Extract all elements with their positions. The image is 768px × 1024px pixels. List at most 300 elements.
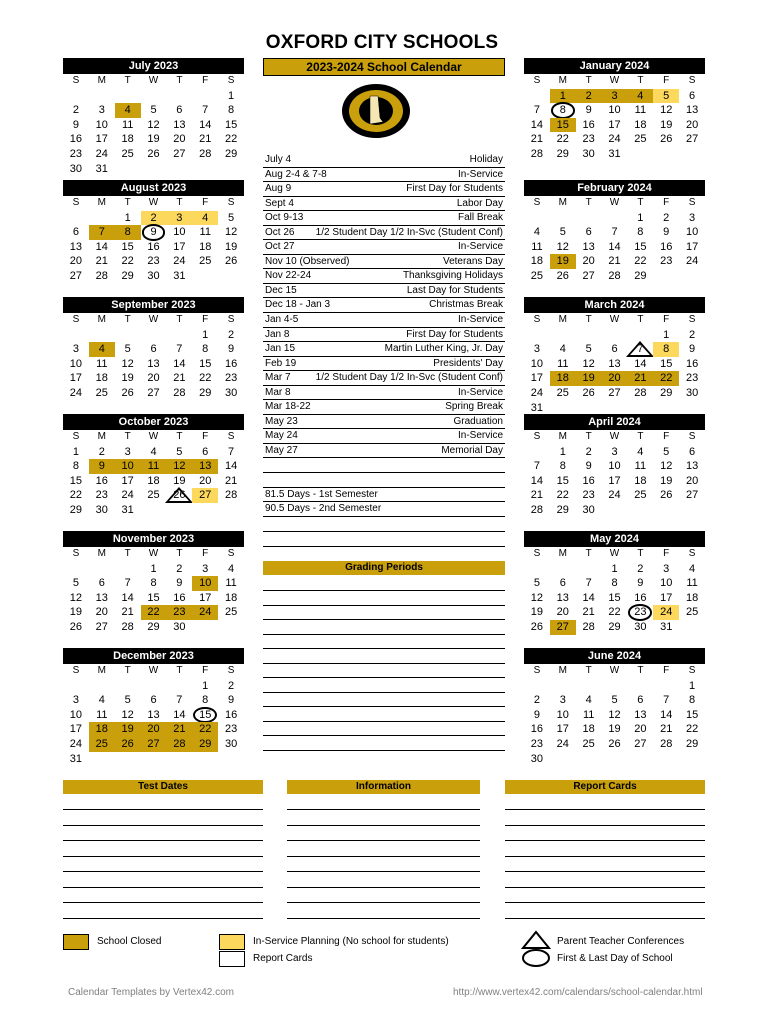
event-date: Nov 10 (Observed) (265, 255, 350, 267)
weekday-label: F (202, 665, 209, 676)
day-cell: 29 (192, 737, 218, 752)
day-cell: 11 (582, 708, 595, 721)
event-description: Christmas Break (429, 299, 503, 311)
grading-line (263, 735, 505, 736)
day-cell: 10 (556, 708, 569, 721)
month-calendar (63, 58, 244, 176)
empty-day-cell (192, 89, 218, 104)
day-cell: 23 (95, 489, 108, 502)
day-cell: 4 (627, 89, 653, 104)
day-cell: 6 (150, 343, 157, 356)
empty-day-cell (89, 328, 115, 343)
event-description: Veterans Day (442, 255, 503, 267)
day-cell: 20 (556, 606, 569, 619)
day-cell: 8 (689, 694, 696, 707)
empty-day-cell (192, 620, 218, 635)
day-cell: 6 (176, 104, 183, 117)
day-cell: 30 (224, 737, 238, 750)
day-cell: 9 (72, 118, 79, 131)
day-cell: 8 (550, 103, 576, 118)
week-row (524, 488, 705, 503)
day-cell: 26 (556, 269, 569, 282)
day-cell: 28 (634, 386, 647, 399)
event-description: In-Service (457, 430, 503, 442)
day-cell: 1 (150, 562, 157, 575)
day-cell: 8 (611, 577, 618, 590)
day-cell: 2 (72, 104, 79, 117)
day-cell: 9 (228, 343, 235, 356)
day-cell: 30 (685, 386, 699, 399)
day-cell: 29 (121, 269, 134, 282)
grading-line (263, 605, 505, 606)
empty-day-cell (63, 328, 89, 343)
day-cell: 10 (69, 708, 83, 721)
event-description: Fall Break (457, 212, 503, 224)
event-row (263, 371, 505, 386)
notes-line (63, 809, 263, 810)
event-date: Jan 8 (265, 328, 290, 340)
week-row (63, 211, 244, 226)
weekday-label: F (663, 548, 670, 559)
day-cell: 28 (530, 503, 544, 516)
day-cell: 19 (224, 240, 238, 253)
day-cell: 15 (224, 118, 238, 131)
month-calendar (524, 58, 705, 176)
day-cell: 12 (660, 460, 673, 473)
day-cell: 22 (199, 372, 212, 385)
day-cell: 21 (608, 255, 621, 268)
empty-day-cell (627, 518, 653, 533)
weekday-row (63, 664, 244, 679)
day-cell: 22 (192, 722, 218, 737)
empty-day-cell (141, 401, 167, 416)
day-cell: 14 (199, 118, 212, 131)
week-row (524, 737, 705, 752)
day-cell: 1 (663, 328, 670, 341)
triangle-icon (521, 930, 551, 950)
day-cell: 18 (634, 474, 647, 487)
event-date: Oct 9-13 (265, 212, 304, 224)
day-cell: 28 (173, 386, 186, 399)
month-calendar (63, 414, 244, 532)
empty-day-cell (653, 162, 679, 177)
day-cell: 11 (557, 357, 569, 370)
test-dates-header: Test Dates (63, 780, 263, 794)
week-row (524, 605, 705, 620)
week-row (524, 357, 705, 372)
empty-day-cell (218, 401, 244, 416)
week-row (524, 708, 705, 723)
empty-day-cell (550, 635, 576, 650)
notes-line (287, 902, 480, 903)
empty-day-cell (602, 401, 628, 416)
day-cell: 9 (228, 694, 235, 707)
day-cell: 19 (608, 723, 621, 736)
weekday-label: W (148, 431, 159, 442)
day-cell: 14 (608, 240, 621, 253)
day-cell: 31 (530, 401, 544, 414)
day-cell: 6 (689, 89, 696, 102)
event-date: Jan 15 (265, 343, 296, 355)
weekday-label: S (533, 548, 541, 559)
event-date: May 27 (265, 444, 298, 456)
day-cell: 15 (556, 474, 569, 487)
day-cell: 19 (147, 133, 160, 146)
week-row (63, 576, 244, 591)
empty-day-cell (115, 284, 141, 299)
week-row (63, 591, 244, 606)
event-row (263, 357, 505, 372)
day-cell: 29 (147, 620, 160, 633)
day-cell: 17 (556, 723, 569, 736)
empty-day-cell (166, 401, 192, 416)
event-date: Nov 22-24 (265, 270, 312, 282)
empty-day-cell (602, 679, 628, 694)
day-cell: 25 (685, 606, 699, 619)
weekday-label: S (688, 197, 696, 208)
month-calendar (63, 648, 244, 766)
event-row (263, 415, 505, 430)
day-cell: 4 (192, 211, 218, 226)
weekday-row (63, 313, 244, 328)
circle-icon (521, 948, 551, 968)
day-cell: 4 (689, 562, 696, 575)
day-cell: 25 (634, 133, 647, 146)
day-cell: 12 (121, 357, 134, 370)
day-cell: 11 (121, 118, 134, 131)
day-cell: 5 (228, 211, 235, 224)
day-cell: 15 (685, 708, 699, 721)
empty-day-cell (218, 620, 244, 635)
empty-day-cell (63, 211, 89, 226)
day-cell: 5 (559, 226, 566, 239)
day-cell: 8 (228, 104, 235, 117)
day-cell: 20 (582, 255, 595, 268)
day-cell: 2 (689, 328, 696, 341)
day-cell: 18 (224, 591, 238, 604)
empty-day-cell (602, 284, 628, 299)
event-date (263, 473, 265, 487)
day-cell: 1 (72, 445, 79, 458)
empty-day-cell (192, 518, 218, 533)
legend-firstlast-label: First & Last Day of School (557, 953, 673, 964)
empty-day-cell (218, 752, 244, 767)
week-row (524, 371, 705, 386)
day-cell: 17 (69, 723, 83, 736)
day-cell: 26 (121, 386, 134, 399)
empty-day-cell (141, 679, 167, 694)
month-calendar (524, 531, 705, 649)
day-cell: 16 (660, 240, 673, 253)
day-cell: 2 (576, 89, 602, 104)
day-cell: 2 (228, 679, 235, 692)
day-cell: 16 (69, 133, 83, 146)
day-cell: 25 (199, 255, 212, 268)
day-cell: 30 (95, 503, 108, 516)
day-cell: 25 (224, 606, 238, 619)
weekday-label: T (585, 197, 592, 208)
weekday-label: T (637, 197, 644, 208)
empty-day-cell (115, 518, 141, 533)
empty-day-cell (627, 752, 653, 767)
empty-day-cell (192, 162, 218, 177)
week-row (63, 284, 244, 299)
day-cell: 25 (582, 737, 595, 750)
empty-day-cell (166, 284, 192, 299)
month-calendar (524, 648, 705, 766)
empty-day-cell (576, 401, 602, 416)
event-date: Aug 2-4 & 7-8 (265, 168, 327, 180)
event-description (503, 473, 505, 487)
empty-day-cell (627, 162, 653, 177)
day-cell: 16 (634, 591, 647, 604)
week-row (524, 225, 705, 240)
week-row (63, 605, 244, 620)
day-cell: 20 (173, 133, 186, 146)
grading-line (263, 692, 505, 693)
day-cell: 15 (147, 591, 160, 604)
empty-day-cell (550, 401, 576, 416)
week-row (63, 459, 244, 474)
weekday-label: F (663, 197, 670, 208)
day-cell: 8 (72, 460, 79, 473)
empty-day-cell (679, 401, 705, 416)
day-cell: 19 (121, 372, 134, 385)
day-cell: 14 (530, 474, 544, 487)
day-cell: 28 (530, 147, 544, 160)
day-cell: 10 (660, 577, 673, 590)
day-cell: 19 (550, 254, 576, 269)
empty-day-cell (166, 328, 192, 343)
day-cell: 4 (585, 694, 592, 707)
legend-ptc-label: Parent Teacher Conferences (557, 936, 685, 947)
empty-day-cell (89, 211, 115, 226)
day-cell: 11 (96, 357, 108, 370)
day-cell: 9 (141, 225, 167, 240)
day-cell: 25 (147, 489, 160, 502)
day-cell: 9 (176, 577, 183, 590)
weekday-label: F (663, 431, 670, 442)
day-cell: 6 (689, 445, 696, 458)
notes-line (63, 840, 263, 841)
event-row (263, 240, 505, 255)
week-row (63, 342, 244, 357)
weekday-label: M (97, 75, 106, 86)
week-row (63, 225, 244, 240)
day-cell: 22 (685, 723, 699, 736)
event-description: First Day for Students (406, 183, 503, 195)
day-cell: 19 (660, 474, 673, 487)
day-cell: 9 (663, 226, 670, 239)
empty-day-cell (576, 518, 602, 533)
empty-day-cell (141, 503, 167, 518)
day-cell: 8 (150, 577, 157, 590)
day-cell: 17 (69, 372, 83, 385)
day-cell: 16 (224, 357, 238, 370)
notes-line (63, 918, 263, 919)
day-cell: 15 (192, 708, 218, 723)
event-date: Mar 18-22 (265, 401, 311, 413)
week-row (524, 211, 705, 226)
day-cell: 2 (141, 211, 167, 226)
day-cell: 19 (115, 722, 141, 737)
week-row (63, 89, 244, 104)
day-cell: 24 (608, 133, 621, 146)
month-header: February 2024 (524, 180, 705, 196)
day-cell: 6 (611, 343, 618, 356)
week-row (63, 635, 244, 650)
event-date: Mar 7 (265, 372, 291, 384)
day-cell: 12 (224, 226, 238, 239)
notes-line (505, 809, 705, 810)
week-row (524, 328, 705, 343)
day-cell: 24 (69, 737, 83, 750)
week-row (524, 576, 705, 591)
weekday-label: S (533, 197, 541, 208)
day-cell: 21 (199, 133, 212, 146)
notes-line (505, 871, 705, 872)
day-cell: 26 (608, 737, 621, 750)
day-cell: 26 (660, 489, 673, 502)
day-cell: 23 (660, 255, 673, 268)
empty-day-cell (602, 752, 628, 767)
day-cell: 22 (634, 255, 647, 268)
empty-day-cell (653, 284, 679, 299)
day-cell: 11 (96, 708, 108, 721)
weekday-label: M (558, 314, 567, 325)
notes-line (63, 902, 263, 903)
day-cell: 25 (95, 386, 108, 399)
day-cell: 11 (634, 104, 647, 117)
day-cell: 5 (611, 694, 618, 707)
weekday-label: M (558, 548, 567, 559)
event-date: Mar 8 (265, 386, 291, 398)
event-row (263, 298, 505, 313)
weekday-label: F (202, 431, 209, 442)
month-header: July 2023 (63, 58, 244, 74)
day-cell: 1 (202, 679, 209, 692)
weekday-label: T (585, 548, 592, 559)
weekday-row (524, 430, 705, 445)
day-cell: 20 (685, 474, 699, 487)
week-row (524, 459, 705, 474)
event-row (263, 444, 505, 459)
empty-day-cell (192, 635, 218, 650)
event-row (263, 255, 505, 270)
day-cell: 24 (556, 737, 569, 750)
day-cell: 27 (141, 737, 167, 752)
weekday-label: T (637, 548, 644, 559)
day-cell: 7 (533, 460, 540, 473)
day-cell: 21 (95, 255, 108, 268)
day-cell: 6 (559, 577, 566, 590)
day-cell: 27 (634, 737, 647, 750)
weekday-row (524, 664, 705, 679)
event-row (263, 153, 505, 168)
day-cell: 26 (115, 737, 141, 752)
day-cell: 6 (150, 694, 157, 707)
empty-day-cell (115, 162, 141, 177)
weekday-label: S (72, 548, 80, 559)
empty-day-cell (141, 635, 167, 650)
week-row (524, 445, 705, 460)
empty-day-cell (141, 752, 167, 767)
empty-day-cell (679, 752, 705, 767)
day-cell: 13 (69, 240, 83, 253)
blank-row (263, 517, 505, 532)
day-cell: 3 (72, 694, 79, 707)
weekday-label: S (688, 431, 696, 442)
weekday-label: S (533, 431, 541, 442)
day-cell: 16 (582, 474, 595, 487)
week-row (524, 103, 705, 118)
event-description: Graduation (453, 415, 503, 427)
day-cell: 29 (556, 147, 569, 160)
week-row (63, 269, 244, 284)
weekday-label: T (124, 75, 131, 86)
weekday-label: T (637, 665, 644, 676)
day-cell: 22 (556, 133, 569, 146)
month-header: November 2023 (63, 531, 244, 547)
day-cell: 23 (224, 372, 238, 385)
day-cell: 8 (653, 342, 679, 357)
event-row (263, 284, 505, 299)
day-cell: 30 (147, 269, 160, 282)
grading-line (263, 634, 505, 635)
week-row (524, 503, 705, 518)
legend-closed-swatch (63, 934, 89, 950)
day-cell: 3 (166, 211, 192, 226)
month-calendar (524, 180, 705, 298)
day-cell: 3 (202, 562, 209, 575)
week-row (63, 328, 244, 343)
day-cell: 3 (98, 104, 105, 117)
week-row (524, 562, 705, 577)
event-description (503, 458, 505, 472)
event-description: In-Service (457, 168, 503, 180)
day-cell: 1 (550, 89, 576, 104)
day-cell: 20 (141, 722, 167, 737)
day-cell: 8 (559, 460, 566, 473)
weekday-row (63, 196, 244, 211)
empty-day-cell (550, 679, 576, 694)
day-cell: 3 (663, 562, 670, 575)
event-date: Sept 4 (265, 197, 294, 209)
day-cell: 18 (95, 372, 108, 385)
grading-line (263, 721, 505, 722)
day-cell: 28 (660, 737, 673, 750)
day-cell: 5 (72, 577, 79, 590)
day-cell: 9 (637, 577, 644, 590)
day-cell: 11 (199, 226, 211, 239)
grading-periods-header: Grading Periods (263, 561, 505, 575)
footer-url[interactable]: http://www.vertex42.com/calendars/school-calendar.html (453, 987, 703, 998)
event-description: Holiday (469, 154, 503, 165)
day-cell: 2 (637, 562, 644, 575)
empty-day-cell (576, 562, 602, 577)
day-cell: 27 (95, 620, 108, 633)
day-cell: 1 (637, 211, 644, 224)
day-cell: 20 (147, 372, 160, 385)
day-cell: 3 (602, 89, 628, 104)
day-cell: 15 (660, 357, 673, 370)
weekday-label: W (609, 665, 620, 676)
weekday-label: W (148, 75, 159, 86)
weekday-label: M (97, 314, 106, 325)
month-calendar (524, 414, 705, 532)
grading-line (263, 677, 505, 678)
week-row (524, 269, 705, 284)
